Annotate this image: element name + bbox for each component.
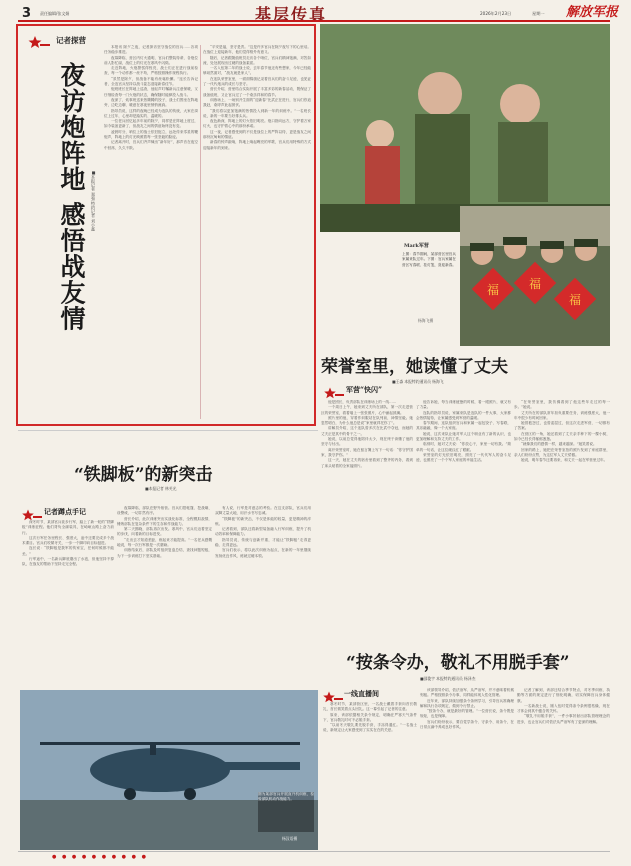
honor-body-col2: 他告诉她，每当训练疲惫的时候，看一眼照片，就又有了力量。 连队的指导员说，家属来队是连队的一件大事，大家都会热情接待，让家属感受到军营的温暖。 春节期间，连队组织官兵和家属一起包饺子、写春联，其乐融融，像一个大家庭。 她说，这次来队让她对军人这个职业有了新的认识，也更加理解和支持丈夫的工作。 临别时，她对丈夫说：“你放心干，家里一切有我。”简单的一句话，让这位硬汉红了眼眶。 荣誉室的灯光依旧明亮，照亮了一代代军人的奋斗足迹，也照亮了一个个军人家庭的幸福生活。 — [416, 400, 511, 463]
feature-body-col1: 本报讯 除夕之夜，记者探访坚守战位的官兵……各项任务稳步推进。 夜幕降临，营区内灯火通明，官兵们整装待命，各炮位前人影忙碌，战位上的灯光在寒风中闪烁。 走近阵地，火炮擦拭得锃亮，战士们正在进行战前检查，每一个动作都一丝不苟，严格按照操作规程执行。 “虽然是除夕，但战备不能有丝毫松懈。”连长告诉记者，全连官兵坚持以战斗姿态迎接新春佳节。 炮班班长在阵地上巡查，他轻声叮嘱新兵注意保暖，又仔细检查每一门火炮的状态，确保随时能够投入战斗。 夜深了，炊事班送来热腾腾的饺子，战士们围坐在阵地旁，边吃边聊，暖意在寒夜里悄悄流淌。 指导员说，这样的夜晚已经成为连队的传统，大家在岗位上过年，心里却是踏实的、温暖的。 一位老兵回忆起多年前的除夕，同样是在阵地上度过，如今装备更新了，但战友之间的情谊始终没有变。 凌晨时分，哨位上的战士依旧挺立，远处传来零星的鞭炮声，阵地上的灯光映照着每一张坚毅的脸庞。 记者离开时，官兵们齐声喊出“新年好”，那声音在夜空中回荡，久久不散。 — [104, 45, 198, 150]
svg-text:福: 福 — [569, 293, 582, 307]
helicopter-caption: 图为某部官兵开展直升机训练，检验部队机动作战能力。 — [258, 792, 314, 832]
army-badge: 军营“快闪” — [346, 385, 383, 394]
editor-credit: 责任编辑/张文娟 — [40, 11, 70, 16]
footer-rule — [18, 851, 610, 852]
order-body-col2: 该部领导介绍，依法治军、从严治军，并不意味着机械刻板。严格按照条令办事，同样能体现人性化管理。 近年来，部队持续加强条令条例学习，引导官兵准确理解和执行各项规定，做到令行禁止。 “按条令办，就是最好的管理。”一位营长说，条令既是规矩，也是保障。 官兵们纷纷表示，要自觉学条令、守条令、用条令，在日常点滴中养成良好作风。 — [420, 688, 514, 730]
tiejiao-byline: ■本报记者 林芙光 — [145, 486, 177, 491]
soldiers-photo — [460, 206, 610, 346]
feature-byline: ■本报记者 郑强 特约记者 刘小鑫 — [91, 170, 96, 231]
issue-date: 2026年2月23日 — [480, 11, 512, 16]
helicopter-credit: 杨汉语摄 — [282, 836, 298, 841]
honor-body-col3: “在荣誉室里，我仿佛看到了他这些年走过的每一步。”她说。 丈夫所在的部队常年担负重要任务，训练强度大，他一年中很少有时间回家。 她曾抱怨过，也曾委屈过，但这次走进军营，一切都有了答案。 在营区的一角，她还看到了丈夫亲手种下的一棵小树，如今已经长得郁郁葱葱。 “就像我们的感情一样，越来越深。”她笑着说。 回家的路上，她把在荣誉室拍的照片发到了家庭群里，亲人们纷纷点赞，为这位军人丈夫骄傲。 她说，明年春节还要再来，和丈夫一起在军营里过年。 — [514, 400, 610, 463]
feature-body-col2: “平安是福，坚守是责。”这是许多官兵在除夕夜写下的心里话。在战位上迎接新年，他们觉得格外有意义。 随后，记者跟随值班员走访各个哨位，官兵们精神饱满，对答如流，处处展现出过硬的战备素质。 一名入伍第二年的战士说，去年春节他还有些想家，今年已经能够坦然面对，“战友就是家人”。 在连队荣誉室里，一面面锦旗记录着官兵们的奋斗足迹，也见证了一代代炮兵的成长与坚守。 营长介绍，营里结合实际开展了丰富多彩的新春活动，既保证了战备值班，又让官兵过了一个欢乐祥和的春节。 训练场上，一场别开生面的“迎新春”比武正在进行，官兵们你追我赶，欢呼声此起彼伏。 “我们将以更加饱满的热情投入到新一年的训练中。”一名班长说，新的一年要当好排头兵。 夜色渐深，阵地上的灯火依旧明亮。炮口指向远方，守护着万家灯火，也守护着心中的那份承诺。 这一夜，记者感受到的不仅是战位上的严阵以待，更是战友之间那份沉甸甸的情谊。 新春的钟声敲响，阵地上响起嘹亮的军歌，官兵们用特殊的方式迎接新年的到来。 — [203, 45, 311, 150]
order-badge: 一线直播间 — [344, 689, 379, 698]
tiejiao-body-col2: 夜幕降临，部队在野外宿营。官兵们搭帐篷、挖战壕、设警戒，一切井然有序。 营长介绍，此次训练突出实战化标准，全程模拟敌情，锤炼部队在复杂条件下的生存和作战能力。 第二天拂晓，部队再次出发。寒风中，官兵们迈着坚定的步伐，向着新的目标进发。 “走出去才知道差距，练起来才能提高。”一名老兵感慨地说，每一次行军都是一次磨砺。 训练结束后，部队及时组织复盘总结，查找问题短板，为下一步训练打下坚实基础。 — [117, 506, 212, 558]
tiejiao-body-col1: 深冬时节，某部官兵徒步行军，踏上了新一轮的“铁脚板”训练征程。他们背负全副装具，在崎岖山路上奋力前行。 这次行军任务里程长、强度大，途中还要完成多个战术课目。官兵们咬紧牙关，一步一个脚印向目标挺进。 连长说：“铁脚板是我军的传家宝，任何时候都不能丢。” 行军途中，一名新兵脚底磨出了水泡，但他坚持不掉队，在战友的帮助下坚持走完全程。 — [22, 520, 114, 567]
tiejiao-body-col3: 有人说，行军是对意志的考验。在这支部队，官兵们用双脚丈量大地，用汗水书写忠诚。 “铁脚板”的新突击，不仅是体能的较量，更是精神的淬炼。 记者看到，部队还将新型装备融入行军训练，提升了机动效率和保障能力。 指导员说，传统与创新并重，才能让“铁脚板”走得更稳、走得更远。 官兵们表示，将以此次训练为起点，在新的一年里继续发扬优良作风，练就过硬本领。 — [215, 506, 311, 558]
order-headline: “按条令办，敬礼不用脱手套” — [346, 653, 570, 673]
feature-badge: 记者探营 — [56, 36, 86, 45]
newspaper-logo: 解放军报 — [566, 5, 619, 20]
section-title: 基层传真 — [255, 5, 328, 24]
honor-headline: 荣誉室里，她读懂了丈夫 — [321, 357, 508, 377]
svg-text:福: 福 — [487, 283, 500, 297]
tiejiao-headline: “铁脚板”的新突击 — [74, 465, 213, 485]
order-byline: ■邵俊宇 本报特约通讯员 杨泽杰 — [420, 676, 476, 681]
photo-credit: 杨海飞摄 — [418, 318, 434, 323]
star-icon — [28, 34, 50, 53]
feature-body-lead: 本报讯 除夕之夜，记者探访坚守战位的官兵……各项任务稳步推进。 — [104, 45, 198, 55]
header-rule — [18, 20, 610, 22]
honor-body-lead: 他是团长，负责部队在训练场上的一线…… — [328, 400, 397, 404]
photo-caption: 上图：春节期间，某部营区里官兵家属来队过年。下图：官兵家属在营区写春联、挂灯笼，喜迎新春。 — [402, 252, 456, 267]
honor-byline: ■王淼 本报特约通讯员 杨海飞 — [392, 379, 444, 384]
issue-weekday: 星期一 — [532, 11, 545, 16]
honor-body-col1: 他是团长，负责部队在训练场上的一线…… 一个周日上午，她来到丈夫所在部队，第一次走进营区的荣誉室，看着墙上一张张照片，心中涌起波澜。 照片里的他，穿着作训服站在队列前，神情坚毅。她忽然明白，为什么他总是说“家里就拜托你了”。 讲解员介绍，这个连队曾多次在比武中夺冠，而她的丈夫正是其中的骨干之一。 她说，以前总觉得他陪伴太少，现在终于读懂了他的坚守与付出。 离开荣誉室时，她在留言簿上写下一句话：“你守护国家，我守护你。” 这一天，她在丈夫的宿舍里看到了整齐的内务，看到了床头贴着的全家福照片。 — [321, 400, 413, 468]
feature-col-divider — [200, 45, 201, 419]
family-photo — [320, 24, 610, 232]
svg-text:福: 福 — [529, 277, 542, 291]
page-number: 3 — [22, 6, 32, 21]
photo-caption-label: Mark军营 — [404, 243, 429, 249]
feature-title: 夜访炮阵地 感悟战友情 — [57, 62, 86, 332]
order-body-col1: 寒冬时节，某部营区里，一名战士戴着手套向首长敬礼，首长微笑着点头回礼。这一幕引起了记者的注意。 原来，该部依据相关条令规定，明确在严寒天气条件下，官兵敬礼时可不必脱手套。 “以前冬天敬礼要先脱手套，手冻得通红。”一名战士说，新规定让大家感受到了实实在在的关爱。 — [323, 702, 417, 733]
footer-color-dots: ● ● ● ● ● ● ● ● ● ● — [52, 854, 148, 860]
middle-divider — [18, 430, 318, 431]
order-body-col3: 记者了解到，该部还结合季节特点，对冬季训练、执勤等方面的规定进行了细化明确，切实保障官兵身体健康。 一名新战士说，刚入伍时觉得条令条例很枯燥，现在才体会到其中蕴含的关怀。 “敬礼不用脱手套”，一件小事折射出部队管理理念的进步，也让官兵们对依法从严治军有了更深的理解。 — [517, 688, 610, 724]
tiejiao-badge: 记者蹲点手记 — [44, 507, 86, 516]
